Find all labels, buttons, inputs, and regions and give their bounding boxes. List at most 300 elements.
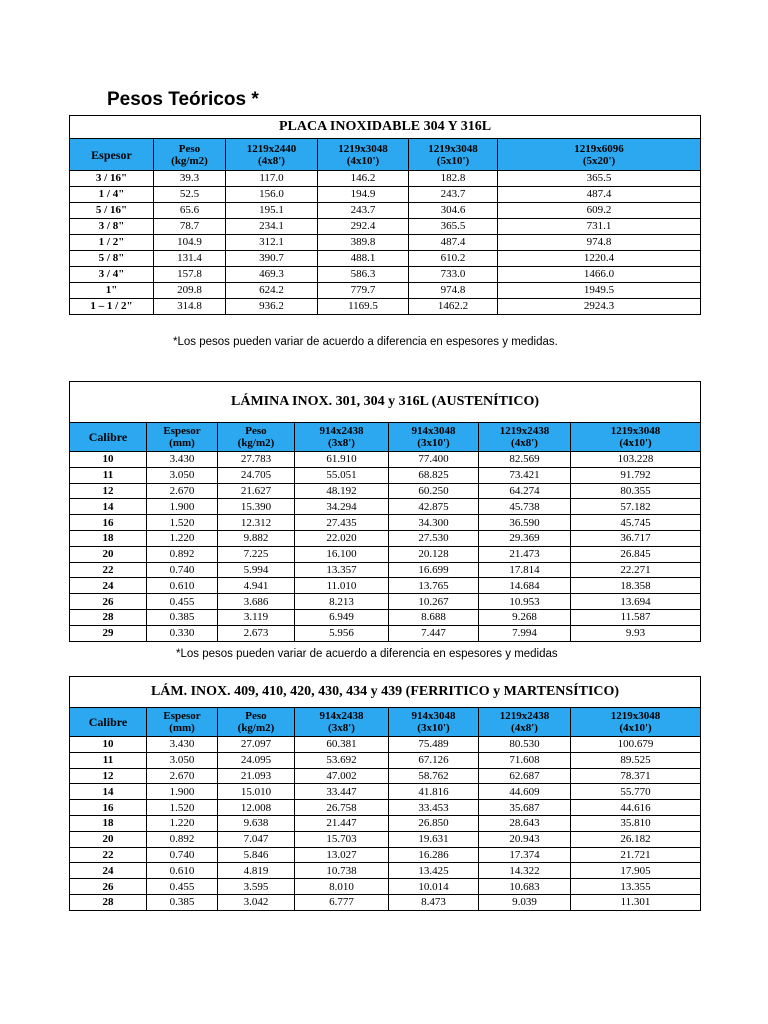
table-row	[70, 251, 701, 267]
column-header	[226, 139, 318, 171]
value-cell: 17.905	[571, 863, 701, 879]
value-cell: 2.670	[147, 483, 218, 499]
value-cell: 9.93	[571, 625, 701, 641]
value-cell: 5.846	[218, 847, 295, 863]
table-row	[70, 203, 701, 219]
column-header-line: (mm)	[169, 722, 195, 734]
column-header	[295, 423, 389, 452]
value-cell: 44.616	[571, 800, 701, 816]
value-cell: 19.631	[389, 831, 479, 847]
column-header-line: (4x10')	[346, 154, 380, 167]
row-label-cell: 3 / 4"	[70, 267, 154, 283]
column-header-line: (4x8')	[511, 437, 538, 449]
column-header-line: (3x8')	[328, 437, 355, 449]
value-cell: 7.994	[479, 625, 571, 641]
value-cell: 0.610	[147, 578, 218, 594]
table-row	[70, 578, 701, 594]
value-cell: 11.010	[295, 578, 389, 594]
row-label-cell: 11	[70, 752, 147, 768]
value-cell: 389.8	[318, 235, 409, 251]
value-cell: 71.608	[479, 752, 571, 768]
value-cell: 45.745	[571, 515, 701, 531]
table-row	[70, 625, 701, 641]
table-note: *Los pesos pueden variar de acuerdo a diferencia en espesores y medidas.	[173, 336, 558, 348]
value-cell: 610.2	[409, 251, 498, 267]
table-row	[70, 784, 701, 800]
value-cell: 60.381	[295, 737, 389, 753]
value-cell: 16.699	[389, 562, 479, 578]
column-header	[389, 708, 479, 737]
value-cell: 13.355	[571, 879, 701, 895]
table-row	[70, 609, 701, 625]
value-cell: 10.738	[295, 863, 389, 879]
value-cell: 15.703	[295, 831, 389, 847]
value-cell: 8.213	[295, 594, 389, 610]
row-label-cell: 24	[70, 578, 147, 594]
value-cell: 194.9	[318, 187, 409, 203]
value-cell: 1.220	[147, 530, 218, 546]
table-row	[70, 530, 701, 546]
value-cell: 4.941	[218, 578, 295, 594]
value-cell: 365.5	[498, 171, 701, 187]
value-cell: 117.0	[226, 171, 318, 187]
value-cell: 27.435	[295, 515, 389, 531]
column-header-line: 914x2438	[319, 710, 364, 722]
table-row	[70, 267, 701, 283]
column-header-line: Peso	[178, 142, 201, 155]
column-header-line: (4x10')	[619, 722, 652, 734]
value-cell: 34.294	[295, 499, 389, 515]
column-header	[147, 708, 218, 737]
value-cell: 21.627	[218, 483, 295, 499]
value-cell: 80.355	[571, 483, 701, 499]
value-cell: 104.9	[154, 235, 226, 251]
value-cell: 22.271	[571, 562, 701, 578]
value-cell: 10.683	[479, 879, 571, 895]
value-cell: 487.4	[498, 187, 701, 203]
column-header-line: 1219x3048	[610, 425, 661, 437]
value-cell: 1462.2	[409, 299, 498, 315]
column-header-line: 1219x2438	[499, 425, 550, 437]
value-cell: 48.192	[295, 483, 389, 499]
table-row	[70, 452, 701, 468]
value-cell: 10.953	[479, 594, 571, 610]
value-cell: 52.5	[154, 187, 226, 203]
value-cell: 304.6	[409, 203, 498, 219]
column-header-line: Peso	[245, 425, 267, 437]
table-lamina-austenitico	[69, 381, 701, 642]
value-cell: 0.385	[147, 894, 218, 910]
value-cell: 26.182	[571, 831, 701, 847]
value-cell: 1.520	[147, 515, 218, 531]
column-header-line: (4x8')	[511, 722, 538, 734]
value-cell: 14.684	[479, 578, 571, 594]
value-cell: 17.814	[479, 562, 571, 578]
value-cell: 27.783	[218, 452, 295, 468]
column-header-line: Calibre	[88, 715, 128, 729]
value-cell: 26.850	[389, 815, 479, 831]
column-header-line: (kg/m2)	[237, 722, 275, 734]
value-cell: 58.762	[389, 768, 479, 784]
page-title: Pesos Teóricos *	[107, 89, 259, 110]
value-cell: 78.7	[154, 219, 226, 235]
value-cell: 11.587	[571, 609, 701, 625]
value-cell: 62.687	[479, 768, 571, 784]
value-cell: 28.643	[479, 815, 571, 831]
value-cell: 0.385	[147, 609, 218, 625]
row-label-cell: 18	[70, 815, 147, 831]
value-cell: 9.638	[218, 815, 295, 831]
column-header	[147, 423, 218, 452]
value-cell: 7.447	[389, 625, 479, 641]
value-cell: 156.0	[226, 187, 318, 203]
value-cell: 3.595	[218, 879, 295, 895]
value-cell: 312.1	[226, 235, 318, 251]
value-cell: 33.453	[389, 800, 479, 816]
value-cell: 0.610	[147, 863, 218, 879]
value-cell: 7.225	[218, 546, 295, 562]
table-row	[70, 515, 701, 531]
column-header-line: (kg/m2)	[237, 437, 275, 449]
value-cell: 1.520	[147, 800, 218, 816]
value-cell: 13.357	[295, 562, 389, 578]
column-header-line: 1219x2440	[246, 142, 297, 155]
value-cell: 1.900	[147, 499, 218, 515]
value-cell: 29.369	[479, 530, 571, 546]
value-cell: 42.875	[389, 499, 479, 515]
row-label-cell: 26	[70, 594, 147, 610]
value-cell: 36.717	[571, 530, 701, 546]
value-cell: 7.047	[218, 831, 295, 847]
column-header-line: (5x20')	[582, 154, 616, 167]
row-label-cell: 1 / 4"	[70, 187, 154, 203]
value-cell: 1949.5	[498, 283, 701, 299]
value-cell: 21.447	[295, 815, 389, 831]
table-row	[70, 467, 701, 483]
column-header	[389, 423, 479, 452]
value-cell: 9.039	[479, 894, 571, 910]
header-row	[70, 139, 701, 171]
row-label-cell: 1 / 2"	[70, 235, 154, 251]
table-caption: PLACA INOXIDABLE 304 Y 316L	[70, 116, 701, 139]
value-cell: 974.8	[498, 235, 701, 251]
column-header	[318, 139, 409, 171]
value-cell: 2.673	[218, 625, 295, 641]
value-cell: 5.994	[218, 562, 295, 578]
value-cell: 6.777	[295, 894, 389, 910]
value-cell: 13.027	[295, 847, 389, 863]
column-header	[571, 423, 701, 452]
column-header	[154, 139, 226, 171]
value-cell: 22.020	[295, 530, 389, 546]
value-cell: 24.705	[218, 467, 295, 483]
row-label-cell: 22	[70, 847, 147, 863]
column-header-line: 1219x3048	[610, 710, 661, 722]
header-row	[70, 708, 701, 737]
row-label-cell: 28	[70, 609, 147, 625]
column-header-line: 1219x6096	[574, 142, 624, 155]
value-cell: 624.2	[226, 283, 318, 299]
value-cell: 60.250	[389, 483, 479, 499]
value-cell: 80.530	[479, 737, 571, 753]
table-row	[70, 800, 701, 816]
column-header	[218, 708, 295, 737]
value-cell: 26.758	[295, 800, 389, 816]
column-header-line: (4x10')	[619, 437, 652, 449]
value-cell: 36.590	[479, 515, 571, 531]
table-row	[70, 752, 701, 768]
value-cell: 89.525	[571, 752, 701, 768]
value-cell: 9.882	[218, 530, 295, 546]
row-label-cell: 20	[70, 831, 147, 847]
value-cell: 0.892	[147, 546, 218, 562]
value-cell: 3.430	[147, 452, 218, 468]
value-cell: 61.910	[295, 452, 389, 468]
value-cell: 488.1	[318, 251, 409, 267]
value-cell: 77.400	[389, 452, 479, 468]
column-header-line: 914x2438	[319, 425, 364, 437]
header-row	[70, 423, 701, 452]
value-cell: 67.126	[389, 752, 479, 768]
row-label-cell: 12	[70, 483, 147, 499]
row-label-cell: 12	[70, 768, 147, 784]
value-cell: 3.686	[218, 594, 295, 610]
value-cell: 18.358	[571, 578, 701, 594]
value-cell: 21.093	[218, 768, 295, 784]
table-caption: LÁM. INOX. 409, 410, 420, 430, 434 y 439 (FERRITICO y MARTENSÍTICO)	[70, 677, 701, 708]
value-cell: 1.900	[147, 784, 218, 800]
value-cell: 35.687	[479, 800, 571, 816]
column-header-line: 1219x3048	[428, 142, 478, 155]
value-cell: 103.228	[571, 452, 701, 468]
table-row	[70, 283, 701, 299]
row-label-cell: 11	[70, 467, 147, 483]
value-cell: 131.4	[154, 251, 226, 267]
value-cell: 3.119	[218, 609, 295, 625]
value-cell: 64.274	[479, 483, 571, 499]
value-cell: 936.2	[226, 299, 318, 315]
value-cell: 8.473	[389, 894, 479, 910]
value-cell: 33.447	[295, 784, 389, 800]
column-header-line: 1219x3048	[338, 142, 388, 155]
column-header	[571, 708, 701, 737]
value-cell: 469.3	[226, 267, 318, 283]
table-caption: LÁMINA INOX. 301, 304 y 316L (AUSTENÍTICO)	[70, 382, 701, 423]
value-cell: 78.371	[571, 768, 701, 784]
value-cell: 21.721	[571, 847, 701, 863]
value-cell: 390.7	[226, 251, 318, 267]
row-label-cell: 29	[70, 625, 147, 641]
value-cell: 1220.4	[498, 251, 701, 267]
row-label-cell: 3 / 16"	[70, 171, 154, 187]
value-cell: 209.8	[154, 283, 226, 299]
value-cell: 182.8	[409, 171, 498, 187]
column-header-line: Peso	[245, 710, 267, 722]
table-row	[70, 219, 701, 235]
value-cell: 9.268	[479, 609, 571, 625]
column-header	[479, 423, 571, 452]
table-lamina-ferritico	[69, 676, 701, 911]
value-cell: 11.301	[571, 894, 701, 910]
value-cell: 34.300	[389, 515, 479, 531]
column-header-line: Espesor	[163, 425, 201, 437]
value-cell: 3.050	[147, 467, 218, 483]
row-label-cell: 24	[70, 863, 147, 879]
value-cell: 365.5	[409, 219, 498, 235]
column-header-line: 914x3048	[411, 425, 456, 437]
value-cell: 5.956	[295, 625, 389, 641]
value-cell: 974.8	[409, 283, 498, 299]
column-header-line: 1219x2438	[499, 710, 550, 722]
column-header-line: 914x3048	[411, 710, 456, 722]
value-cell: 24.095	[218, 752, 295, 768]
value-cell: 779.7	[318, 283, 409, 299]
value-cell: 41.816	[389, 784, 479, 800]
value-cell: 75.489	[389, 737, 479, 753]
value-cell: 195.1	[226, 203, 318, 219]
table-row	[70, 815, 701, 831]
value-cell: 13.694	[571, 594, 701, 610]
column-header	[70, 708, 147, 737]
value-cell: 4.819	[218, 863, 295, 879]
value-cell: 10.267	[389, 594, 479, 610]
value-cell: 731.1	[498, 219, 701, 235]
column-header-line: (3x10')	[417, 437, 450, 449]
value-cell: 65.6	[154, 203, 226, 219]
column-header-line: (kg/m2)	[171, 154, 208, 167]
value-cell: 3.050	[147, 752, 218, 768]
value-cell: 157.8	[154, 267, 226, 283]
column-header-line: (4x8')	[258, 154, 285, 167]
column-header	[70, 423, 147, 452]
value-cell: 20.943	[479, 831, 571, 847]
value-cell: 57.182	[571, 499, 701, 515]
value-cell: 68.825	[389, 467, 479, 483]
column-header-line: Espesor	[91, 147, 132, 162]
row-label-cell: 10	[70, 452, 147, 468]
value-cell: 243.7	[409, 187, 498, 203]
value-cell: 55.770	[571, 784, 701, 800]
table-row	[70, 863, 701, 879]
table-row	[70, 171, 701, 187]
column-header	[409, 139, 498, 171]
value-cell: 15.010	[218, 784, 295, 800]
row-label-cell: 16	[70, 515, 147, 531]
value-cell: 12.312	[218, 515, 295, 531]
table-row	[70, 831, 701, 847]
value-cell: 17.374	[479, 847, 571, 863]
table-row	[70, 499, 701, 515]
value-cell: 6.949	[295, 609, 389, 625]
column-header-line: (3x8')	[328, 722, 355, 734]
table-row	[70, 187, 701, 203]
row-label-cell: 5 / 16"	[70, 203, 154, 219]
row-label-cell: 14	[70, 499, 147, 515]
table-row	[70, 847, 701, 863]
value-cell: 44.609	[479, 784, 571, 800]
value-cell: 8.010	[295, 879, 389, 895]
column-header-line: (mm)	[169, 437, 195, 449]
column-header-line: (5x10')	[436, 154, 470, 167]
row-label-cell: 10	[70, 737, 147, 753]
column-header-line: Calibre	[88, 430, 128, 444]
value-cell: 100.679	[571, 737, 701, 753]
column-header	[295, 708, 389, 737]
value-cell: 0.330	[147, 625, 218, 641]
value-cell: 0.892	[147, 831, 218, 847]
table-placa-inoxidable	[69, 115, 701, 315]
value-cell: 13.425	[389, 863, 479, 879]
column-header	[479, 708, 571, 737]
column-header-line: Espesor	[163, 710, 201, 722]
table-row	[70, 562, 701, 578]
value-cell: 21.473	[479, 546, 571, 562]
column-header	[218, 423, 295, 452]
value-cell: 0.455	[147, 594, 218, 610]
value-cell: 314.8	[154, 299, 226, 315]
table-row	[70, 737, 701, 753]
value-cell: 55.051	[295, 467, 389, 483]
value-cell: 47.002	[295, 768, 389, 784]
table-row	[70, 879, 701, 895]
value-cell: 1169.5	[318, 299, 409, 315]
row-label-cell: 18	[70, 530, 147, 546]
value-cell: 53.692	[295, 752, 389, 768]
value-cell: 0.740	[147, 847, 218, 863]
table-row	[70, 483, 701, 499]
table-row	[70, 768, 701, 784]
value-cell: 27.530	[389, 530, 479, 546]
value-cell: 45.738	[479, 499, 571, 515]
value-cell: 39.3	[154, 171, 226, 187]
value-cell: 0.740	[147, 562, 218, 578]
table-row	[70, 299, 701, 315]
row-label-cell: 26	[70, 879, 147, 895]
value-cell: 234.1	[226, 219, 318, 235]
row-label-cell: 14	[70, 784, 147, 800]
table-row	[70, 594, 701, 610]
value-cell: 2.670	[147, 768, 218, 784]
row-label-cell: 16	[70, 800, 147, 816]
value-cell: 35.810	[571, 815, 701, 831]
value-cell: 1.220	[147, 815, 218, 831]
value-cell: 8.688	[389, 609, 479, 625]
value-cell: 20.128	[389, 546, 479, 562]
column-header-line: (3x10')	[417, 722, 450, 734]
value-cell: 16.100	[295, 546, 389, 562]
value-cell: 15.390	[218, 499, 295, 515]
value-cell: 0.455	[147, 879, 218, 895]
row-label-cell: 22	[70, 562, 147, 578]
value-cell: 27.097	[218, 737, 295, 753]
table-row	[70, 894, 701, 910]
column-header	[498, 139, 701, 171]
value-cell: 10.014	[389, 879, 479, 895]
value-cell: 609.2	[498, 203, 701, 219]
value-cell: 91.792	[571, 467, 701, 483]
value-cell: 3.042	[218, 894, 295, 910]
value-cell: 26.845	[571, 546, 701, 562]
value-cell: 12.008	[218, 800, 295, 816]
table-row	[70, 546, 701, 562]
value-cell: 16.286	[389, 847, 479, 863]
value-cell: 1466.0	[498, 267, 701, 283]
row-label-cell: 5 / 8"	[70, 251, 154, 267]
value-cell: 487.4	[409, 235, 498, 251]
value-cell: 14.322	[479, 863, 571, 879]
row-label-cell: 28	[70, 894, 147, 910]
value-cell: 243.7	[318, 203, 409, 219]
